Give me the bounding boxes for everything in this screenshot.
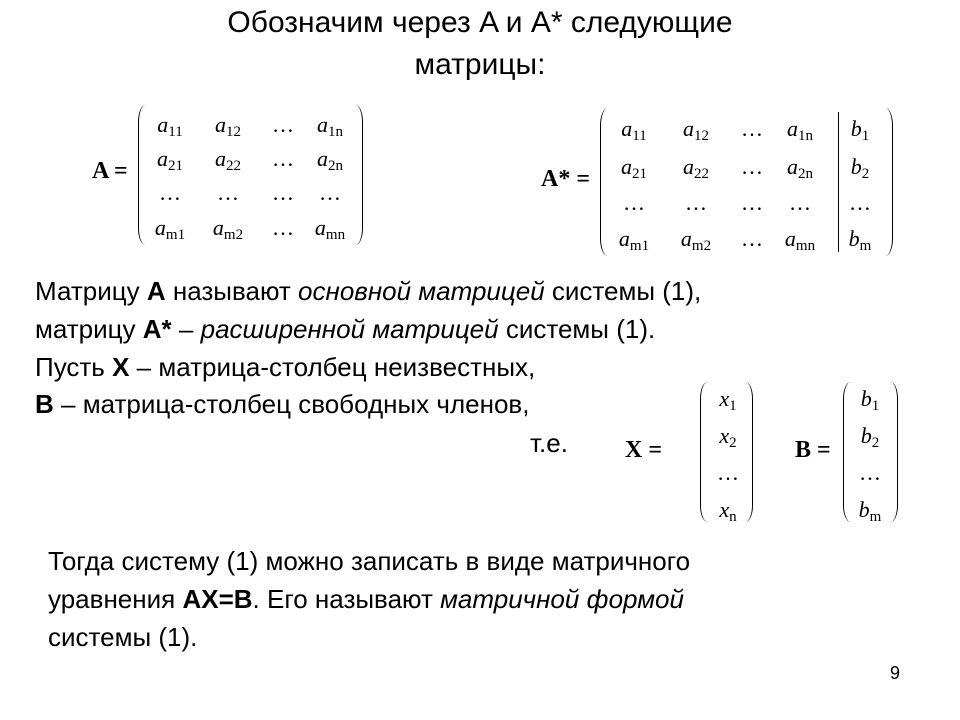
entry-symbol: b: [848, 226, 860, 251]
matrix-entry: [719, 497, 736, 526]
matrix-entry: [787, 154, 813, 183]
entry-symbol: …: [789, 190, 811, 215]
right-parenthesis: [348, 105, 363, 245]
matrix-entry: [859, 497, 882, 526]
text-bold: A: [146, 276, 166, 306]
text-line: [48, 584, 684, 615]
left-parenthesis: [138, 105, 153, 245]
entry-subscript: m: [869, 509, 882, 525]
matrix-entry: [683, 116, 709, 145]
entry-subscript: 1: [871, 398, 880, 414]
entry-subscript: mn: [795, 238, 816, 254]
entry-symbol: b: [860, 423, 872, 448]
matrix-entry: [159, 180, 181, 206]
entry-subscript: 2: [871, 435, 880, 451]
text: системы (1).: [498, 314, 656, 344]
matrix-entry: [681, 226, 711, 255]
entry-symbol: x: [719, 497, 730, 522]
matrix-entry: [317, 112, 343, 141]
text-line: [35, 352, 535, 383]
entry-subscript: m2: [691, 238, 712, 254]
right-parenthesis: [883, 382, 898, 522]
matrix-entry: [789, 190, 811, 216]
text-line: [35, 276, 701, 307]
matrix-entry: [272, 112, 294, 138]
entry-symbol: a: [154, 215, 166, 240]
matrix-entry: [619, 226, 649, 255]
entry-symbol: a: [157, 146, 168, 171]
entry-symbol: x: [719, 386, 730, 411]
right-parenthesis: [738, 382, 753, 522]
entry-subscript: m2: [223, 227, 244, 243]
text-line: [35, 389, 529, 420]
matrix-entry: [621, 154, 647, 183]
matrix-entry: [272, 146, 294, 172]
matrix-entry: [213, 215, 243, 244]
text-italic: расширенной матрицей: [200, 314, 499, 344]
entry-subscript: 2n: [328, 158, 343, 174]
entry-subscript: m1: [165, 227, 186, 243]
matrix-entry: [785, 226, 815, 255]
matrix-entry: [157, 146, 183, 175]
entry-subscript: 21: [168, 158, 183, 174]
entry-symbol: …: [272, 112, 294, 137]
entry-symbol: a: [618, 226, 630, 251]
matrix-entry: [859, 460, 881, 486]
entry-subscript: 2: [861, 166, 870, 182]
matrix-entry: [685, 190, 707, 216]
text-italic: основной матрицей: [298, 276, 545, 306]
entry-subscript: 1n: [328, 124, 343, 140]
entry-subscript: 1: [861, 128, 870, 144]
matrix-entry: [272, 180, 294, 206]
entry-subscript: 12: [226, 124, 241, 140]
matrix-entry: [861, 386, 880, 415]
entry-symbol: …: [272, 146, 294, 171]
text-italic: матричной формой: [440, 584, 684, 614]
left-parenthesis: [843, 382, 858, 522]
entry-symbol: …: [159, 180, 181, 205]
matrix-entry: [717, 460, 739, 486]
matrix-entry: [157, 112, 182, 141]
entry-symbol: …: [623, 190, 645, 215]
entry-symbol: a: [157, 112, 169, 137]
entry-symbol: a: [787, 154, 798, 179]
text: – матрица-столбец свободных членов,: [53, 389, 530, 419]
matrix-entry: [272, 215, 294, 241]
matrix-entry: [741, 154, 763, 180]
entry-symbol: …: [217, 180, 239, 205]
text-line: т.е.: [530, 428, 568, 458]
entry-symbol: a: [317, 146, 328, 171]
entry-symbol: …: [685, 190, 707, 215]
matrix-b-label: B =: [795, 437, 831, 463]
slide-title-line2: матрицы:: [414, 48, 546, 81]
matrix-entry: [315, 215, 345, 244]
text: –: [171, 314, 201, 344]
entry-subscript: m: [859, 238, 872, 254]
entry-symbol: b: [860, 386, 872, 411]
entry-symbol: …: [741, 226, 763, 251]
page-number: 9: [890, 663, 901, 683]
entry-symbol: b: [858, 497, 870, 522]
entry-symbol: …: [272, 180, 294, 205]
matrix-entry: [215, 146, 241, 175]
entry-symbol: …: [717, 460, 739, 485]
text: уравнения: [48, 584, 183, 614]
entry-symbol: a: [317, 112, 328, 137]
right-parenthesis: [878, 108, 893, 256]
matrix-entry: [741, 190, 763, 216]
matrix-entry: [851, 154, 870, 183]
matrix-entry: [217, 180, 239, 206]
entry-symbol: …: [741, 190, 763, 215]
text-line: Тогда систему (1) можно записать в виде матричного: [48, 546, 691, 576]
matrix-entry: [155, 215, 185, 244]
left-parenthesis: [600, 108, 615, 256]
entry-symbol: a: [314, 215, 326, 240]
entry-symbol: a: [784, 226, 796, 251]
matrix-a-label: A =: [92, 158, 128, 184]
matrix-entry: [317, 146, 343, 175]
text-bold: AX=B: [182, 584, 253, 614]
augment-separator: [838, 112, 839, 252]
entry-subscript: 12: [694, 128, 709, 144]
entry-symbol: a: [215, 146, 226, 171]
entry-symbol: a: [621, 116, 633, 141]
entry-subscript: m1: [629, 238, 650, 254]
text-bold: A*: [142, 314, 172, 344]
text-bold: B: [35, 389, 54, 419]
entry-symbol: …: [859, 460, 881, 485]
entry-symbol: a: [683, 116, 694, 141]
text: системы (1),: [544, 276, 702, 306]
matrix-a-star-label: A* =: [541, 166, 591, 192]
entry-symbol: a: [683, 154, 694, 179]
matrix-entry: [623, 190, 645, 216]
matrix-entry: [741, 226, 763, 252]
entry-subscript: 22: [694, 166, 709, 182]
entry-symbol: a: [680, 226, 692, 251]
matrix-entry: [787, 116, 813, 145]
entry-subscript: 1: [729, 398, 737, 414]
matrix-entry: [719, 386, 736, 415]
matrix-entry: [683, 154, 709, 183]
entry-subscript: 11: [168, 124, 183, 140]
entry-subscript: 1n: [798, 128, 813, 144]
entry-symbol: a: [787, 116, 798, 141]
entry-symbol: …: [272, 215, 294, 240]
text-line: системы (1).: [48, 622, 198, 652]
matrix-entry: [849, 226, 872, 255]
entry-symbol: a: [212, 215, 224, 240]
entry-symbol: …: [741, 116, 763, 141]
text-bold: X: [112, 352, 130, 382]
entry-subscript: 22: [226, 158, 241, 174]
text-line: [35, 314, 655, 345]
matrix-entry: [851, 116, 870, 145]
matrix-entry: [719, 423, 736, 452]
entry-symbol: b: [850, 116, 862, 141]
text: матрицу: [35, 314, 143, 344]
left-parenthesis: [700, 382, 715, 522]
entry-symbol: …: [319, 180, 341, 205]
entry-subscript: n: [729, 509, 737, 525]
text: Матрицу: [35, 276, 147, 306]
text: Пусть: [35, 352, 113, 382]
text: – матрица-столбец неизвестных,: [129, 352, 536, 382]
matrix-x-label: X =: [625, 437, 663, 463]
entry-subscript: 2: [729, 435, 737, 451]
matrix-entry: [215, 112, 241, 141]
text: . Его называют: [252, 584, 441, 614]
matrix-entry: [319, 180, 341, 206]
matrix-entry: [861, 423, 880, 452]
slide-title-line1: Обозначим через A и A* следующие: [227, 6, 733, 39]
entry-symbol: a: [215, 112, 226, 137]
entry-symbol: x: [719, 423, 730, 448]
entry-subscript: 21: [632, 166, 647, 182]
matrix-entry: [621, 116, 646, 145]
entry-symbol: a: [621, 154, 632, 179]
entry-subscript: 2n: [798, 166, 813, 182]
entry-subscript: mn: [325, 227, 346, 243]
text: называют: [165, 276, 299, 306]
entry-symbol: …: [849, 190, 871, 215]
entry-symbol: …: [741, 154, 763, 179]
matrix-entry: [741, 116, 763, 142]
entry-subscript: 11: [632, 128, 647, 144]
entry-symbol: b: [850, 154, 862, 179]
matrix-entry: [849, 190, 871, 216]
